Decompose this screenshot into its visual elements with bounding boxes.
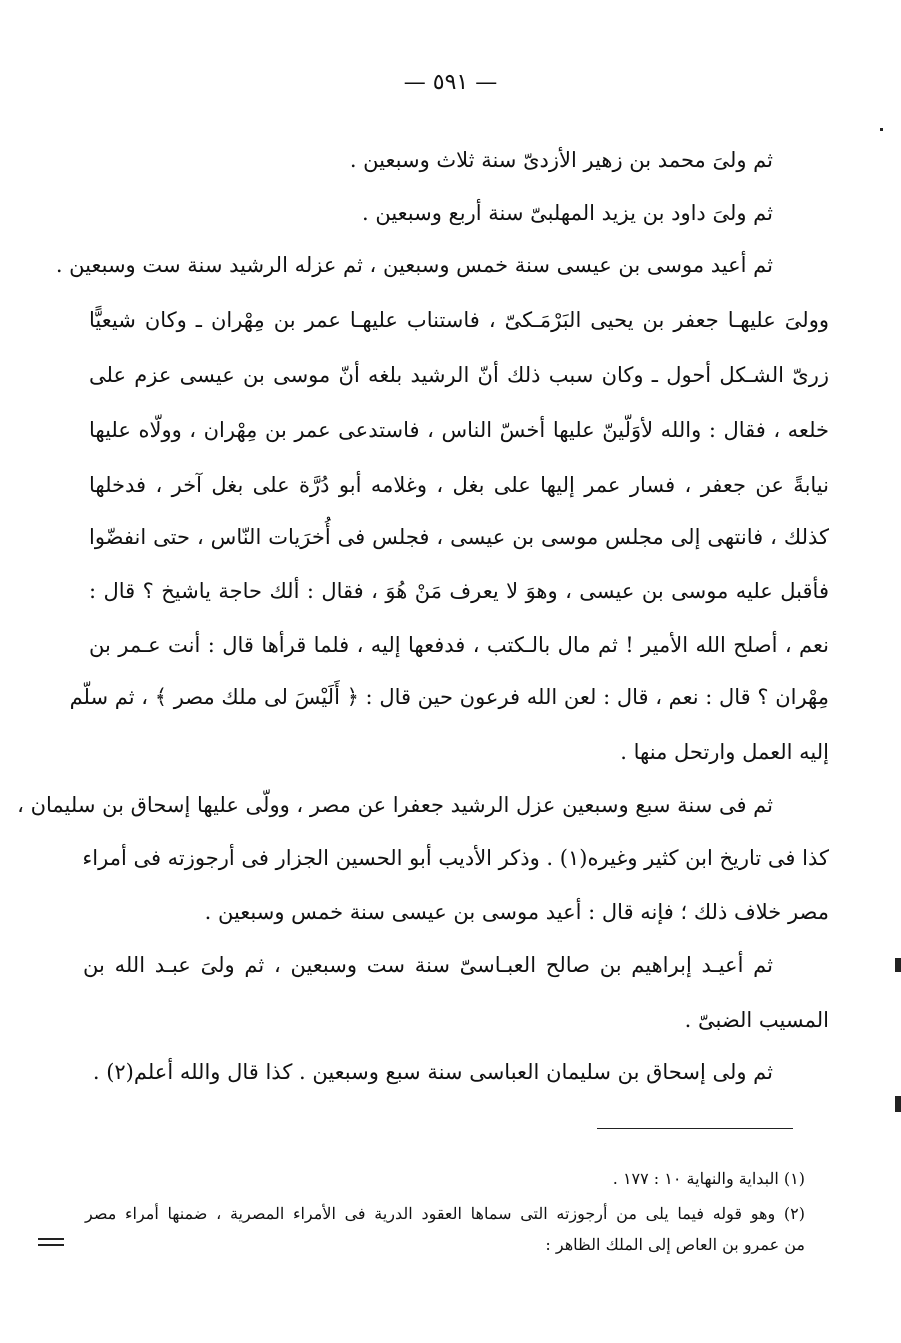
text-line: نعم ، أصلح الله الأمير ! ثم مال بالـكتب ، فدفعها إليه ، فلما قرأها قال : أنت عـمر بن	[89, 633, 829, 657]
text-line: كذلك ، فانتهى إلى مجلس موسى بن عيسى ، فجلس فى أُخرَيات النّاس ، حتى انفضّوا	[89, 525, 829, 549]
text-line: خلعه ، فقال : والله لأوَلّينّ عليها أخسّ الناس ، فاستدعى عمر بن مِهْران ، وولّاه عليها	[89, 418, 829, 442]
text-line: زرىّ الشـكل أحول ـ وكان سبب ذلك أنّ الرشيد بلغه أنّ موسى بن عيسى عزم على	[89, 363, 829, 387]
text-line: ثم أعيد موسى بن عيسى سنة خمس وسبعين ، ثم عزله الرشيد سنة ست وسبعين .	[55, 253, 773, 277]
scan-mark	[38, 1244, 64, 1246]
footnote-line: (٢) وهو قوله فيما يلى من أرجوزته التى سماها العقود الدرية فى الأمراء المصرية ، ضمنها أمراء مصر	[85, 1204, 805, 1223]
text-line: ثم ولىَ محمد بن زهير الأزدىّ سنة ثلاث وسبعين .	[349, 148, 773, 172]
text-line: كذا فى تاريخ ابن كثير وغيره(١) . وذكر الأديب أبو الحسين الجزار فى أرجوزته فى أمراء	[82, 846, 829, 870]
footnote-line: من عمرو بن العاص إلى الملك الظاهر :	[545, 1235, 805, 1254]
scan-mark	[38, 1238, 64, 1240]
page-number: — ٥٩١ —	[403, 70, 498, 95]
text-line: ثم ولىَ داود بن يزيد المهلبىّ سنة أربع وسبعين .	[362, 201, 773, 225]
text-line: وولىَ عليهـا جعفر بن يحيى البَرْمَـكىّ ، فاستناب عليهـا عمر بن مِهْران ـ وكان شيعيًّا	[89, 308, 829, 332]
scan-mark	[895, 1096, 901, 1112]
text-line: المسيب الضبىّ .	[684, 1008, 829, 1032]
text-line: مِهْران ؟ قال : نعم ، قال : لعن الله فرعون حين قال : ﴿ أَلَيْسَ لى ملك مصر ﴾ ، ثم سلّم	[69, 685, 829, 709]
scan-mark	[880, 128, 883, 131]
text-line: مصر خلاف ذلك ؛ فإنه قال : أعيد موسى بن عيسى سنة خمس وسبعين .	[204, 900, 829, 924]
text-line: فأقبل عليه موسى بن عيسى ، وهوَ لا يعرف مَنْ هُوَ ، فقال : ألك حاجة ياشيخ ؟ قال :	[89, 579, 829, 603]
footnote-line: (١) البداية والنهاية ١٠ : ١٧٧ .	[612, 1169, 805, 1188]
footnote-separator	[597, 1128, 793, 1129]
text-line: ثم أعيـد إبراهيم بن صالح العبـاسىّ سنة ست وسبعين ، ثم ولىَ عبـد الله بن	[83, 953, 773, 977]
text-line: نيابةً عن جعفر ، فسار عمر إليها على بغل ، وغلامه أبو دُرَّة على بغل آخر ، فدخلها	[89, 473, 829, 497]
text-line: ثم ولى إسحاق بن سليمان العباسى سنة سبع وسبعين . كذا قال والله أعلم(٢) .	[92, 1060, 773, 1084]
text-line: ثم فى سنة سبع وسبعين عزل الرشيد جعفرا عن مصر ، وولّى عليها إسحاق بن سليمان ،	[17, 793, 773, 817]
scan-mark	[895, 958, 901, 972]
text-line: إليه العمل وارتحل منها .	[620, 740, 829, 764]
